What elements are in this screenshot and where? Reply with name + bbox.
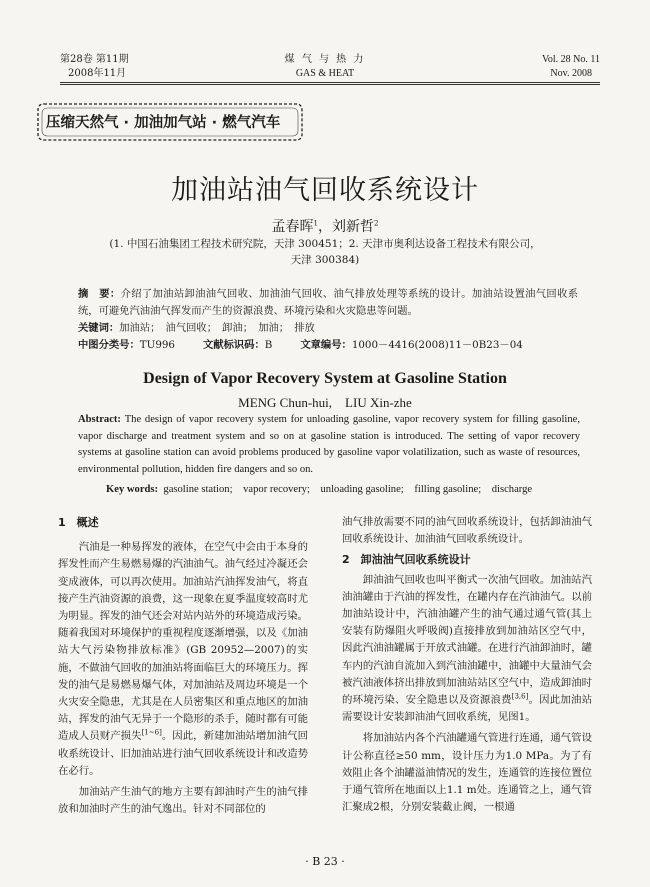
clc-value: TU996 (139, 339, 175, 351)
author-2: 刘新哲 (332, 219, 374, 235)
header-journal-en: GAS & HEAT (295, 68, 355, 79)
english-abstract (78, 412, 580, 478)
page-number: · B 23 · (305, 855, 345, 868)
author-1: 孟春晖 (271, 219, 314, 235)
citation: [1~6] (141, 728, 162, 737)
header-rule-2 (60, 84, 600, 85)
keywords-cn-label: 关键词： (78, 322, 120, 334)
english-keywords (106, 482, 580, 499)
doc-code-value: B (264, 339, 273, 351)
header-journal-cn: 煤 气 与 热 力 (284, 54, 366, 65)
english-abstract-label: Abstract: (78, 414, 121, 425)
citation: [3,6] (511, 692, 529, 701)
paragraph-r1 (342, 572, 592, 727)
paragraph-r1-text: 卸油油气回收也叫平衡式一次油气回收。加油站汽油油罐由于汽油的挥发性，在罐内存在汽油油气。以前加油站设计中，汽油油罐产生的油气通过通气管(其上安装有防爆阻火呼吸阀)直接排放到加油站区空气中，因此汽油油罐属于开放式油罐。在进行汽油卸油时，罐车内的汽油自流加入到汽油油罐中，油罐中大量油气会被汽油液体挤出排放到加油站站区空气中，造成卸油时的环境污染、安全隐患以及资源浪费 (342, 573, 592, 707)
keywords-cn-text: 加油站； 油气回收； 卸油； 加油； 排放 (119, 322, 315, 334)
paragraph-1-text: 汽油是一种易挥发的液体，在空气中会由于本身的挥发性而产生易燃易爆的汽油油气。油气经过冷凝还会变成液体，可以再次使用。加油站汽油挥发油气，将直接产生汽油资源的浪费，这一现象在夏季温度较高时尤为明显。挥发的油气还会对站内站外的环境造成污染。随着我国对环境保护的重视程度逐渐增强，以及《加油站大气污染物排放标准》(GB 20952—2007)的实施，不做油气回收的加油站将面临巨大的环境压力。挥发的油气是易燃易爆气体，对加油站及周边环境是一个火灾安全隐患，尤其是在人员密集区和重点地区的加油站，挥发的油气无异于一个隐形的杀手，随时都有可能造成人员财产损失 (58, 541, 308, 743)
authors (0, 216, 650, 236)
doc-code-label: 文献标识码： (202, 339, 265, 351)
keywords-cn (78, 320, 578, 337)
article-no-label: 文章编号： (300, 339, 352, 351)
author-1-affiliation: 1 (313, 219, 318, 228)
article-no-value: 1000－4416(2008)11－0B23－04 (351, 339, 523, 351)
header-date-en: Nov. 2008 (550, 68, 592, 79)
abstract-cn-label: 摘 要： (78, 288, 121, 300)
header-volume-en: Vol. 28 No. 11 (541, 54, 600, 65)
classification-line (78, 337, 578, 354)
abstract-cn-text: 介绍了加油站卸油油气回收、加油油气回收、油气排放处理等系统的设计。加油站设置油气回收系统，可避免汽油油气挥发而产生的资源浪费、环境污染和火灾隐患等问题。 (78, 288, 579, 317)
paper-title: 加油站油气回收系统设计 (171, 175, 479, 206)
section-1-heading: 1 概述 (58, 516, 99, 529)
paragraph-2: 加油站产生油气的地方主要有卸油时产生的油气排放和加油时产生的油气逸出。针对不同部位的 (58, 786, 308, 816)
paragraph-1 (58, 539, 308, 780)
clc-label: 中图分类号： (78, 339, 140, 351)
english-authors: MENG Chun-hui, LIU Xin-zhe (238, 395, 412, 410)
header-rule (60, 82, 600, 83)
english-title: Design of Vapor Recovery System at Gasoline Station (143, 370, 507, 387)
header-date-cn: 2008年11月 (68, 68, 127, 79)
english-abstract-text: The design of vapor recovery system for unloading gasoline, vapor recovery system for filling gasoline, vapor discharge and treatment system and so on at gasoline station is introduced. The setting of vapor recovery systems at gasoline station can avoid problems produced by gasoline vapor volatilization, such as waste of resources, environmental pollution, hidden fire dangers and so on. (78, 414, 580, 475)
author-2-affiliation: 2 (374, 219, 379, 228)
affiliation-line-2: 天津 300384) (290, 254, 360, 266)
paragraph-r1-end: 。因此加油站需要设计安装卸油油气回收系统，见图1。 (342, 694, 593, 724)
header-volume-cn: 第28卷 第11期 (60, 54, 129, 65)
body-left-column (58, 514, 308, 818)
english-keywords-text: gasoline station; vapor recovery; unloading gasoline; filling gasoline; discharge (163, 484, 533, 495)
section-2-heading: 2 卸油油气回收系统设计 (342, 553, 471, 567)
paragraph-r0: 油气排放需要不同的油气回收系统设计，包括卸油油气回收系统设计、加油油气回收系统设计。 (342, 516, 592, 546)
column-banner: 压缩天然气 · 加油加气站 · 燃气汽车 (46, 115, 281, 131)
affiliation-line-1: (1. 中国石油集团工程技术研究院，天津 300451；2. 天津市奥利达设备工程技术有限公司， (109, 238, 541, 250)
paragraph-r2: 将加油站内各个汽油罐通气管进行连通，通气管设计公称直径≥50 mm，设计压力为1.0 MPa。为了有效阻止各个油罐溢油情况的发生，连通管的连接位置位于通气管所在地面以上1.1 m处。连通管之上，通气管汇聚成2根，分别安装截止阀，一根通 (342, 732, 592, 814)
body-right-column (342, 514, 592, 816)
author-separator: ， (318, 219, 332, 235)
paragraph-1-end: 。因此，新建加油站增加油气回收系统设计、旧加油站进行油气回收系统设计和改造势在必行。 (58, 730, 309, 777)
abstract-cn (78, 286, 578, 319)
english-keywords-label: Key words: (106, 484, 159, 495)
